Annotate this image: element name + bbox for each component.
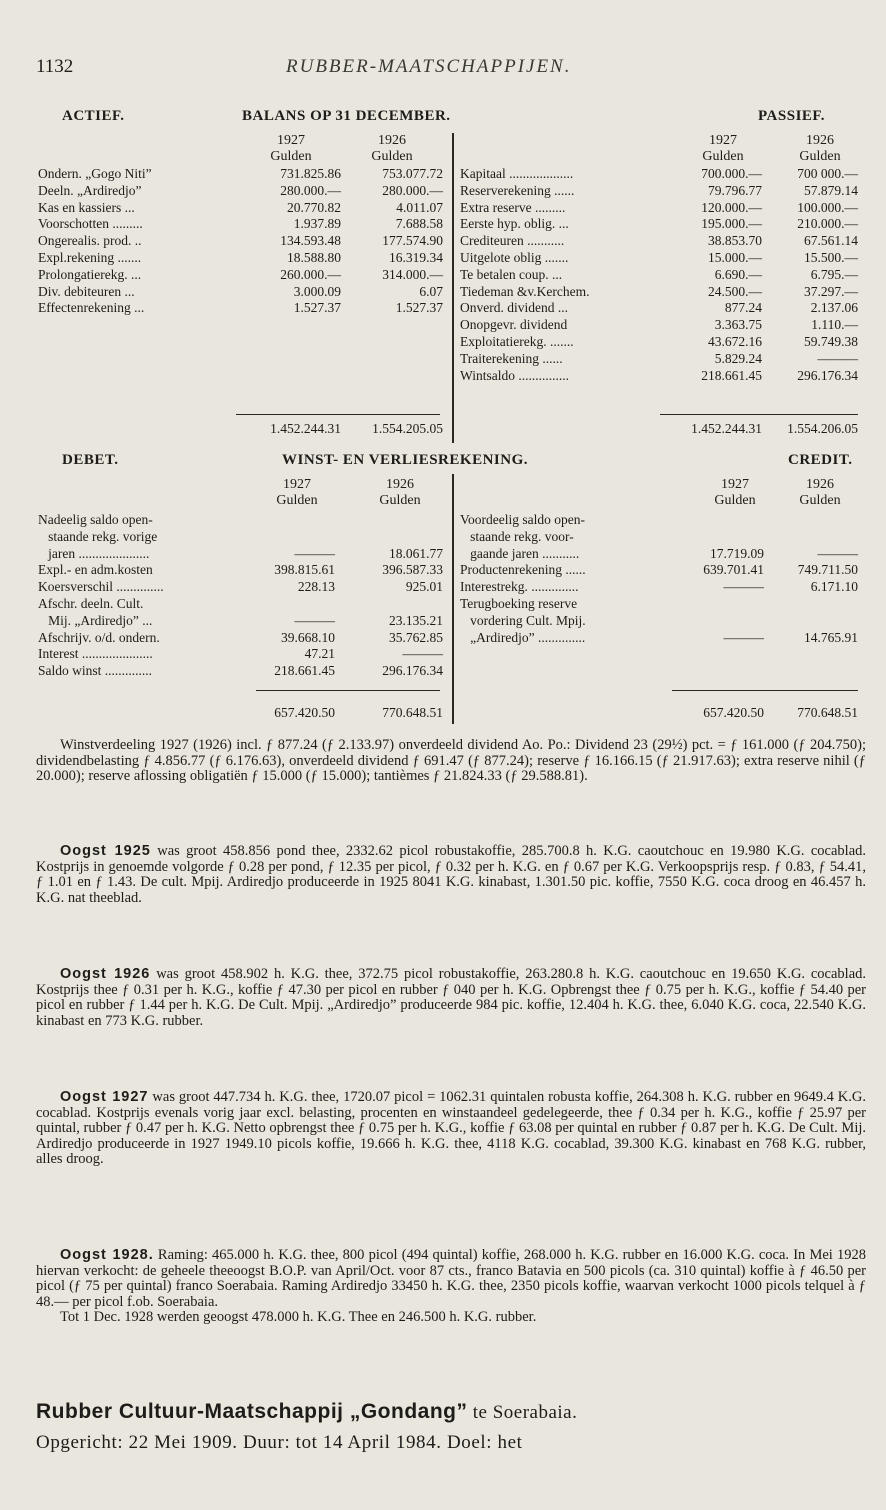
value-1926: 296.176.34 — [797, 367, 858, 383]
row-label: Reserverekening ...... — [460, 182, 575, 198]
row-label: Wintsaldo ............... — [460, 367, 569, 383]
value-1926: 6.07 — [419, 283, 443, 299]
pl-left-totals — [38, 705, 443, 722]
value-1927: 877.24 — [724, 300, 762, 316]
company-founded-line: Opgericht: 22 Mei 1909. Duur: tot 14 April 1984. Doel: het — [36, 1432, 523, 1453]
row-label: Div. debiteuren ... — [38, 283, 135, 299]
balance-right-title: PASSIEF. — [758, 108, 825, 124]
oogst-1928-text: Raming: 465.000 h. K.G. thee, 800 picol (494 quintal) koffie, 268.000 h. K.G. rubber en 16.000 K.G. coca. In Mei 1928 hiervan verkocht: de geheele theeoogst B.O.P. van April/Oct. voor 87 cts., franco Batavia en 500 picols (ca. 310 quintal) koffie à ƒ 46.50 per picol (ƒ 75 per quintal) franco Soerabaia. Raming Ardiredjo 33450 h. K.G. thee, 2350 picols koffie, waarvan verkocht 1000 picols telquel à ƒ 48.— per picol f.ob. Soerabaia. — [36, 1247, 866, 1310]
row-label: Productenrekening ...... — [460, 562, 586, 578]
oogst-1927-text: was groot 447.734 h. K.G. thee, 1720.07 picol = 1062.31 quintalen robusta koffie, 264.308 h. K.G. rubber en 9649.4 K.G. cocablad. Kostprijs evenals vorig jaar excl. belasting, procenten en winstaandeel gedelegeerde, thee ƒ 0.34 per h. K.G., koffie ƒ 25.97 per quintal, rubber ƒ 0.47 per h. K.G. Netto opbrengst thee ƒ 0.75 per h. K.G., koffie ƒ 63.08 per quintal en rubber ƒ 0.87 per h. K.G. De Cult. Mij. Ardiredjo produceerde in 1927 1949.10 picols koffie, 19.666 h. K.G. thee, 4118 K.G. cocablad, 39.300 K.G. kinabast en 768 K.G. rubber, alles droog. — [36, 1089, 867, 1167]
pl-right-title: CREDIT. — [788, 452, 853, 468]
value-1926: 700 000.— — [797, 166, 858, 181]
balance-left-total-1927: 1.452.244.31 — [270, 421, 341, 436]
row-label: Voordeelig saldo open- — [460, 512, 585, 527]
row-label: jaren ..................... — [38, 545, 150, 561]
oogst-1927-lead: Oogst 1927 — [60, 1089, 149, 1105]
pl-right-total-1926: 770.648.51 — [797, 705, 858, 720]
table-row — [38, 233, 443, 250]
row-label: Prolongatierekg. ... — [38, 266, 142, 282]
value-1927: 280.000.— — [280, 182, 341, 198]
table-row — [38, 546, 443, 563]
row-label: „Ardiredjo” .............. — [460, 629, 586, 645]
oogst-1925-paragraph — [36, 844, 866, 906]
value-1927: ——— — [294, 612, 335, 628]
value-1927: ——— — [294, 545, 335, 561]
value-1927: 3.363.75 — [714, 317, 762, 333]
oogst-1925-lead: Oogst 1925 — [60, 843, 151, 859]
value-1927: 228.13 — [297, 579, 335, 595]
table-row — [460, 183, 858, 200]
table-row — [38, 200, 443, 217]
balance-left-year2: 1926 Gulden — [371, 133, 413, 164]
table-row — [38, 284, 443, 301]
pl-right-total-rule — [672, 690, 858, 691]
value-1927: 218.661.45 — [274, 663, 335, 679]
row-label: Ondern. „Gogo Niti” — [38, 166, 152, 181]
row-label: Eerste hyp. oblig. ... — [460, 216, 569, 232]
table-row — [460, 250, 858, 267]
value-1927: 3.000.09 — [293, 283, 341, 299]
oogst-1926-paragraph — [36, 967, 866, 1029]
row-label: Kapitaal ................... — [460, 166, 574, 181]
row-label: staande rekg. voor- — [460, 528, 574, 544]
value-1926: ——— — [817, 350, 858, 366]
value-1927: 17.719.09 — [710, 545, 764, 561]
table-row — [38, 267, 443, 284]
tot-1-dec-text: Tot 1 Dec. 1928 werden geoogst 478.000 h. K.G. Thee en 246.500 h. K.G. rubber. — [60, 1309, 537, 1325]
table-row — [460, 233, 858, 250]
value-1926: 6.171.10 — [810, 579, 858, 595]
balance-left-year1: 1927 Gulden — [270, 133, 312, 164]
company-name: Rubber Cultuur-Maatschappij „Gondang” — [36, 1400, 468, 1423]
oogst-1928-lead: Oogst 1928. — [60, 1247, 154, 1263]
value-1927: 700.000.— — [701, 166, 762, 181]
pl-divider — [452, 474, 454, 724]
value-1926: 1.110.— — [811, 317, 858, 333]
table-row — [38, 663, 443, 680]
table-row — [460, 613, 858, 630]
value-1927: 79.796.77 — [708, 182, 762, 198]
pl-debet-table — [38, 512, 443, 680]
row-label: Expl.rekening ....... — [38, 249, 142, 265]
value-1927: 18.588.80 — [287, 249, 341, 265]
company-place: te Soerabaia. — [467, 1402, 578, 1423]
row-label: Mij. „Ardiredjo” ... — [38, 612, 153, 628]
row-label: Kas en kassiers ... — [38, 199, 135, 215]
row-label: vordering Cult. Mpij. — [460, 612, 586, 628]
table-row — [460, 368, 858, 385]
oogst-1925-text: was groot 458.856 pond thee, 2332.62 picol robustakoffie, 285.700.8 h. K.G. caoutchouc en 19.980 K.G. cocablad. Kostprijs in genoemde volgorde ƒ 0.28 per pond, ƒ 12.35 per picol, ƒ 0.32 per h. K.G. en ƒ 0.67 per K.G. Verkoopsprijs resp. ƒ 0.83, ƒ 54.41, ƒ 1.01 en ƒ 1.43. De cult. Mpij. Ardiredjo produceerde in 1925 8041 K.G. kinabast, 1.301.50 pic. koffie, 7550 K.G. coca droog en 46.457 h. K.G. nat theeblad. — [36, 843, 867, 906]
page-header — [36, 56, 850, 86]
table-row — [460, 300, 858, 317]
value-1927: 1.527.37 — [293, 300, 341, 316]
value-1927: 43.672.16 — [708, 333, 762, 349]
table-row — [460, 562, 858, 579]
value-1927: 639.701.41 — [703, 562, 764, 578]
oogst-1927-paragraph — [36, 1090, 866, 1168]
winstverdeeling-paragraph — [36, 738, 866, 785]
table-row — [460, 200, 858, 217]
value-1927: 260.000.— — [280, 266, 341, 282]
balance-actief-table — [38, 166, 443, 317]
value-1927: 731.825.86 — [280, 166, 341, 181]
value-1926: 6.795.— — [810, 266, 858, 282]
balance-left-totals — [38, 421, 443, 438]
value-1926: 57.879.14 — [804, 182, 858, 198]
row-label: Crediteuren ........... — [460, 233, 565, 249]
row-label: Deeln. „Ardiredjo” — [38, 182, 142, 198]
value-1926: 67.561.14 — [804, 233, 858, 249]
row-label: Effectenrekening ... — [38, 300, 145, 316]
table-row — [460, 512, 858, 529]
value-1927: 39.668.10 — [281, 629, 335, 645]
value-1927: 5.829.24 — [714, 350, 762, 366]
value-1926: ——— — [402, 646, 443, 662]
value-1926: 296.176.34 — [382, 663, 443, 679]
pl-left-year2: 1926 Gulden — [379, 477, 421, 508]
value-1927: 134.593.48 — [280, 233, 341, 249]
value-1926: 177.574.90 — [382, 233, 443, 249]
value-1927: 195.000.— — [701, 216, 762, 232]
value-1926: 280.000.— — [382, 182, 443, 198]
row-label: Interestrekg. .............. — [460, 579, 579, 595]
value-1926: 59.749.38 — [804, 333, 858, 349]
pl-right-total-1927: 657.420.50 — [703, 705, 764, 720]
value-1926: 314.000.— — [382, 266, 443, 282]
balance-right-total-rule — [660, 414, 858, 415]
row-label: Te betalen coup. ... — [460, 266, 563, 282]
table-row — [38, 183, 443, 200]
value-1927: 24.500.— — [708, 283, 762, 299]
oogst-1926-text: was groot 458.902 h. K.G. thee, 372.75 picol robustakoffie, 263.280.8 h. K.G. caoutchouc en 19.650 K.G. cocablad. Kostprijs thee ƒ 0.31 per h. K.G., koffie ƒ 47.30 per picol en rubber ƒ 040 per h. K.G. Opbrengst thee ƒ 0.75 per h. K.G., koffie ƒ 54.40 per picol en rubber ƒ 1.44 per h. K.G. De Cult. Mpij. „Ardiredjo” produceerde 984 pic. koffie, 12.404 h. K.G. thee, 6.040 K.G. coca, 22.540 K.G. kinabast en 773 K.G. rubber. — [36, 966, 867, 1029]
row-label: Afschr. deeln. Cult. — [38, 595, 144, 611]
pl-title: WINST- EN VERLIESREKENING. — [282, 452, 528, 468]
value-1926: 1.527.37 — [395, 300, 443, 316]
row-label: Afschrijv. o/d. ondern. — [38, 629, 160, 645]
table-row — [460, 267, 858, 284]
row-label: Onopgevr. dividend — [460, 317, 568, 333]
row-label: Onverd. dividend ... — [460, 300, 568, 316]
pl-credit-table — [460, 512, 858, 646]
table-row — [38, 630, 443, 647]
table-row — [460, 284, 858, 301]
value-1926: 35.762.85 — [389, 629, 443, 645]
table-row — [460, 216, 858, 233]
value-1926: 37.297.— — [804, 283, 858, 299]
value-1927: 120.000.— — [701, 199, 762, 215]
table-row — [38, 529, 443, 546]
balance-right-total-1926: 1.554.206.05 — [787, 421, 858, 436]
pl-left-total-1927: 657.420.50 — [274, 705, 335, 720]
table-row — [460, 351, 858, 368]
value-1926: 396.587.33 — [382, 562, 443, 578]
value-1926: 4.011.07 — [396, 199, 443, 215]
balance-left-title: ACTIEF. — [62, 108, 125, 124]
page-number: 1132 — [36, 56, 74, 77]
value-1927: 6.690.— — [714, 266, 762, 282]
pl-right-totals — [460, 705, 858, 722]
value-1926: 753.077.72 — [382, 166, 443, 181]
pl-right-year2: 1926 Gulden — [799, 477, 841, 508]
value-1926: 14.765.91 — [804, 629, 858, 645]
value-1927: 1.937.89 — [293, 216, 341, 232]
value-1926: 100.000.— — [797, 199, 858, 215]
row-label: Ongerealis. prod. .. — [38, 233, 142, 249]
row-label: Traiterekening ...... — [460, 350, 563, 366]
running-head: RUBBER-MAATSCHAPPIJEN. — [286, 56, 572, 77]
value-1927: 20.770.82 — [287, 199, 341, 215]
pl-right-year1: 1927 Gulden — [714, 477, 756, 508]
table-row — [38, 646, 443, 663]
pl-left-total-1926: 770.648.51 — [382, 705, 443, 720]
row-label: Expl.- en adm.kosten — [38, 562, 153, 578]
oogst-1926-lead: Oogst 1926 — [60, 966, 151, 982]
value-1926: 23.135.21 — [389, 612, 443, 628]
row-label: staande rekg. vorige — [38, 528, 158, 544]
value-1927: ——— — [723, 579, 764, 595]
table-row — [38, 579, 443, 596]
table-row — [460, 317, 858, 334]
row-label: Interest ..................... — [38, 646, 153, 662]
oogst-1928-paragraph — [36, 1248, 866, 1326]
table-row — [38, 512, 443, 529]
table-row — [460, 630, 858, 647]
table-row — [460, 529, 858, 546]
row-label: Koersverschil .............. — [38, 579, 164, 595]
value-1926: 210.000.— — [797, 216, 858, 232]
table-row — [38, 562, 443, 579]
row-label: Terugboeking reserve — [460, 595, 578, 611]
value-1926: 16.319.34 — [389, 249, 443, 265]
table-row — [460, 334, 858, 351]
row-label: Nadeelig saldo open- — [38, 512, 153, 527]
table-row — [38, 300, 443, 317]
table-row — [460, 596, 858, 613]
balance-right-totals — [460, 421, 858, 438]
row-label: Uitgelote oblig ....... — [460, 249, 569, 265]
row-label: Extra reserve ......... — [460, 199, 566, 215]
row-label: Tiedeman &v.Kerchem. — [460, 283, 590, 299]
value-1927: ——— — [723, 629, 764, 645]
balance-passief-table — [460, 166, 858, 384]
value-1926: 7.688.58 — [395, 216, 443, 232]
pl-left-title: DEBET. — [62, 452, 119, 468]
value-1926: 925.01 — [405, 579, 443, 595]
row-label: Exploitatierekg. ....... — [460, 333, 574, 349]
table-row — [460, 166, 858, 183]
value-1926: 749.711.50 — [797, 562, 858, 578]
row-label: Voorschotten ......... — [38, 216, 143, 232]
value-1927: 15.000.— — [708, 249, 762, 265]
pl-left-year1: 1927 Gulden — [276, 477, 318, 508]
row-label: Saldo winst .............. — [38, 663, 153, 679]
value-1926: 15.500.— — [804, 249, 858, 265]
winstverdeeling-text: Winstverdeeling 1927 (1926) incl. ƒ 877.24 (ƒ 2.133.97) onverdeeld dividend Ao. Po.: Dividend 23 (29½) pct. = ƒ 161.000 (ƒ 204.750); dividendbelasting ƒ 4.856.77 (ƒ 6.176.63), onverdeeld dividend ƒ 691.47 (ƒ 877.24); reserve ƒ 16.166.15 (ƒ 21.917.63); extra reserve nihil (ƒ 20.000); reserve aflossing obligatiën ƒ 15.000 (ƒ 15.000); tantièmes ƒ 21.824.33 (ƒ 29.588.81). — [36, 737, 866, 784]
value-1927: 398.815.61 — [274, 562, 335, 578]
table-row — [38, 166, 443, 183]
table-row — [460, 579, 858, 596]
value-1926: 2.137.06 — [810, 300, 858, 316]
table-row — [38, 596, 443, 613]
balance-right-year2: 1926 Gulden — [799, 133, 841, 164]
table-row — [38, 216, 443, 233]
value-1926: 18.061.77 — [389, 545, 443, 561]
balance-right-total-1927: 1.452.244.31 — [691, 421, 762, 436]
balance-left-total-rule — [236, 414, 440, 415]
value-1927: 47.21 — [304, 646, 335, 662]
balance-title: BALANS OP 31 DECEMBER. — [242, 108, 451, 124]
company-heading — [36, 1400, 577, 1424]
balance-right-year1: 1927 Gulden — [702, 133, 744, 164]
row-label: gaande jaren ........... — [460, 545, 580, 561]
pl-left-total-rule — [256, 690, 440, 691]
balance-divider — [452, 133, 454, 443]
value-1926: ——— — [817, 545, 858, 561]
table-row — [38, 250, 443, 267]
balance-left-total-1926: 1.554.205.05 — [372, 421, 443, 436]
table-row — [38, 613, 443, 630]
table-row — [460, 546, 858, 563]
value-1927: 218.661.45 — [701, 367, 762, 383]
value-1927: 38.853.70 — [708, 233, 762, 249]
